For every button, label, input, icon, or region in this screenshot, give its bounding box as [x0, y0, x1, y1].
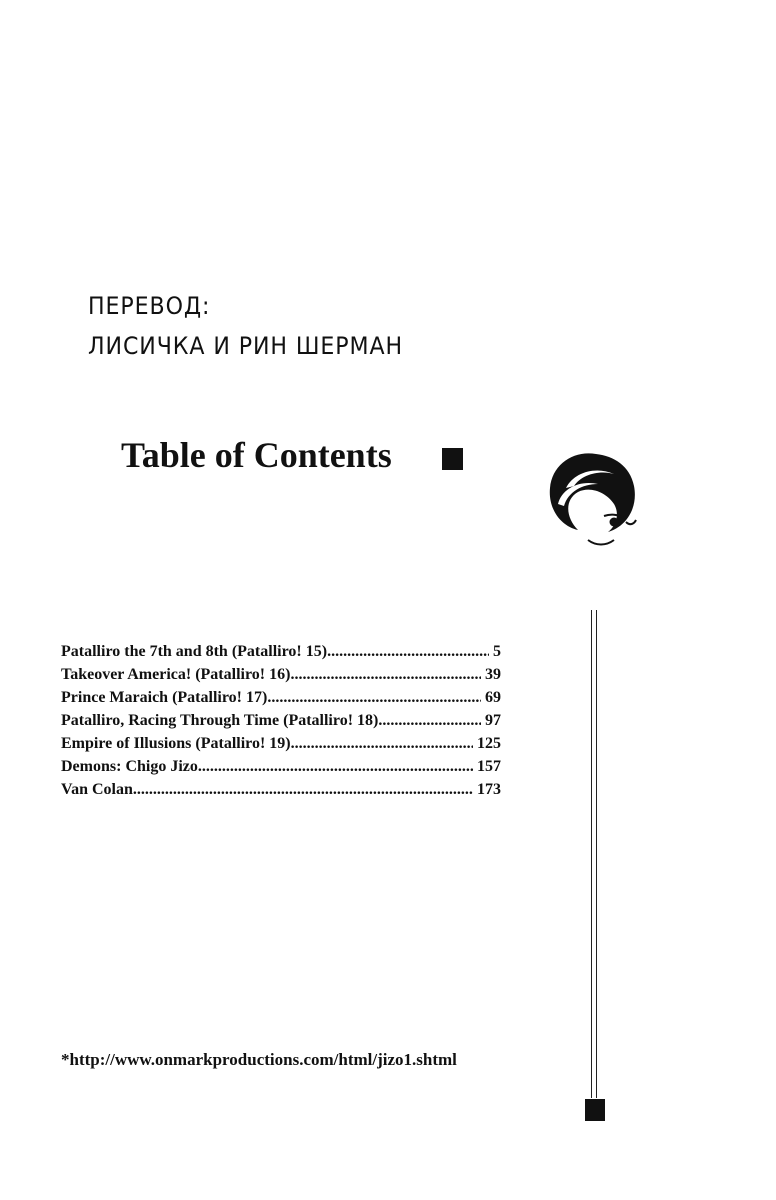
toc-entry-page: 69 [485, 689, 501, 706]
toc-entry-page: 125 [477, 735, 501, 752]
toc-entry-page: 173 [477, 781, 501, 798]
vertical-double-rule [591, 610, 597, 1098]
toc-entry [61, 686, 501, 709]
toc-entry-title: Demons: Chigo Jizo [61, 758, 198, 775]
toc-entry [61, 732, 501, 755]
toc-leader-dots [198, 755, 473, 778]
black-square-icon [442, 448, 463, 470]
toc-entry-title: Takeover America! (Patalliro! 16) [61, 666, 291, 683]
toc-entry-title: Van Colan [61, 781, 133, 798]
toc-entry-page: 97 [485, 712, 501, 729]
toc-leader-dots [290, 663, 481, 686]
toc-leader-dots [133, 778, 473, 801]
credits-heading: ПЕРЕВОД: [88, 292, 211, 320]
toc-leader-dots [327, 640, 489, 663]
toc-list [61, 640, 501, 801]
toc-leader-dots [378, 709, 481, 732]
stylized-hair-face-icon [544, 448, 644, 552]
toc-entry-title: Empire of Illusions (Patalliro! 19) [61, 735, 291, 752]
translation-credits [88, 286, 403, 366]
toc-leader-dots [267, 686, 481, 709]
credits-names: ЛИСИЧКА И РИН ШЕРМАН [88, 332, 404, 360]
toc-entry [61, 709, 501, 732]
footnote-url: *http://www.onmarkproductions.com/html/jizo1.shtml [61, 1050, 457, 1069]
toc-leader-dots [291, 732, 473, 755]
black-square-icon [585, 1099, 605, 1121]
toc-entry [61, 663, 501, 686]
toc-entry [61, 755, 501, 778]
toc-entry-page: 39 [485, 666, 501, 683]
page-title: Table of Contents [121, 435, 392, 475]
toc-entry-title: Patalliro the 7th and 8th (Patalliro! 15) [61, 643, 328, 660]
toc-entry-page: 157 [477, 758, 501, 775]
toc-entry-title: Prince Maraich (Patalliro! 17) [61, 689, 268, 706]
toc-entry [61, 778, 501, 801]
toc-entry-title: Patalliro, Racing Through Time (Patalliro! 18) [61, 712, 379, 729]
toc-entry-page: 5 [493, 643, 501, 660]
toc-entry [61, 640, 501, 663]
